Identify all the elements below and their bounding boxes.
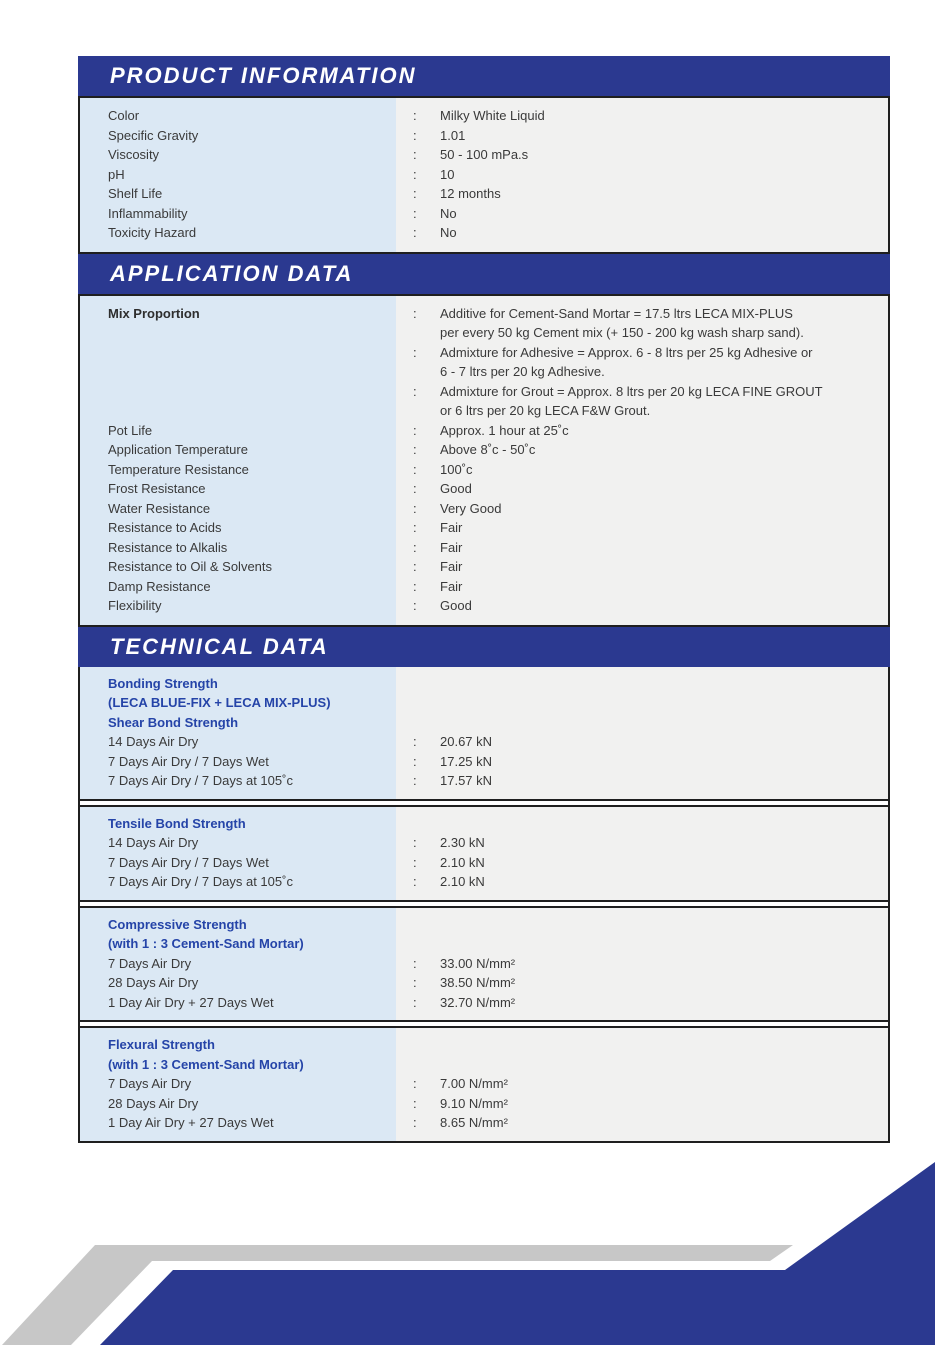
colon-separator: : [413, 344, 417, 360]
tech-heading: Shear Bond Strength [108, 714, 239, 730]
colon-separator: : [413, 539, 417, 555]
mix-item-line: Admixture for Adhesive = Approx. 6 - 8 ltrs per 25 kg Adhesive or [440, 344, 813, 360]
tech-heading: Tensile Bond Strength [108, 815, 246, 831]
colon-separator: : [413, 955, 417, 971]
colon-separator: : [413, 874, 417, 889]
colon-separator: : [413, 147, 417, 162]
spec-row [80, 833, 888, 853]
spec-label: 14 Days Air Dry [108, 835, 199, 850]
spec-value: 8.65 N/mm² [440, 1115, 508, 1130]
colon-separator: : [413, 559, 417, 574]
spec-row [80, 752, 888, 772]
spec-row [80, 538, 888, 558]
spec-row [80, 557, 888, 577]
spec-row [80, 479, 888, 499]
mix-item-text [440, 343, 888, 382]
spec-row [80, 596, 888, 616]
section-bar-application-data [78, 254, 890, 294]
spec-row [80, 954, 888, 974]
colon-separator: : [413, 383, 417, 399]
spec-label: 14 Days Air Dry [108, 734, 199, 749]
spec-value: 32.70 N/mm² [440, 994, 516, 1010]
spec-row [80, 223, 888, 243]
spec-row [80, 460, 888, 480]
spec-label: Mix Proportion [108, 305, 200, 321]
colon-separator: : [413, 461, 417, 477]
spec-label: Specific Gravity [108, 127, 199, 143]
spec-label: Inflammability [108, 205, 188, 221]
spec-label: Application Temperature [108, 442, 248, 457]
spec-label: 7 Days Air Dry [108, 955, 192, 971]
section-title: PRODUCT INFORMATION [110, 63, 417, 88]
tech-heading: Flexural Strength [108, 1037, 215, 1052]
spec-value: Approx. 1 hour at 25˚c [440, 422, 569, 438]
spec-label: 1 Day Air Dry + 27 Days Wet [108, 994, 274, 1010]
spec-row [80, 993, 888, 1013]
mix-item-text [440, 304, 888, 343]
colon-separator: : [413, 422, 417, 438]
spec-value: Fair [440, 520, 463, 535]
mix-item-line: per every 50 kg Cement mix (+ 150 - 200 kg wash sharp sand). [440, 325, 804, 340]
tech-heading: (LECA BLUE-FIX + LECA MIX-PLUS) [108, 695, 331, 710]
spec-row [80, 421, 888, 441]
spec-value: 2.10 kN [440, 874, 485, 889]
mix-item-line: Admixture for Grout = Approx. 8 ltrs per 20 kg LECA FINE GROUT [440, 383, 823, 399]
spec-row [80, 145, 888, 165]
colon-separator: : [413, 1076, 417, 1091]
mix-item-line: Additive for Cement-Sand Mortar = 17.5 ltrs LECA MIX-PLUS [440, 305, 793, 321]
spec-label: Resistance to Alkalis [108, 539, 228, 555]
spec-label: Water Resistance [108, 500, 211, 516]
colon-separator: : [413, 186, 417, 201]
spec-label: Temperature Resistance [108, 461, 249, 477]
application-data-content [78, 294, 890, 627]
spec-row [80, 577, 888, 597]
colon-separator: : [413, 773, 417, 788]
tech-heading: (with 1 : 3 Cement-Sand Mortar) [108, 1056, 304, 1072]
spec-value: 33.00 N/mm² [440, 955, 516, 971]
tech-heading: (with 1 : 3 Cement-Sand Mortar) [108, 936, 304, 951]
spec-value: Good [440, 481, 472, 496]
spec-row [80, 106, 888, 126]
spec-label: 7 Days Air Dry [108, 1076, 192, 1091]
colon-separator: : [413, 835, 417, 850]
spec-label: pH [108, 166, 125, 182]
spec-label: 28 Days Air Dry [108, 975, 199, 990]
spec-row [80, 165, 888, 185]
spec-row [80, 771, 888, 791]
spec-value: Above 8˚c - 50˚c [440, 442, 536, 457]
spec-row [80, 204, 888, 224]
colon-separator: : [413, 578, 417, 594]
spec-value: Fair [440, 539, 463, 555]
section-title: APPLICATION DATA [110, 260, 354, 286]
spec-value: 12 months [440, 186, 501, 201]
tech-block-tensile-bond-strength [80, 805, 888, 902]
spec-row [80, 126, 888, 146]
spec-row [80, 440, 888, 460]
spec-label: Toxicity Hazard [108, 225, 197, 240]
spec-value: 20.67 kN [440, 734, 493, 749]
spec-row [80, 853, 888, 873]
spec-label: Resistance to Acids [108, 520, 222, 535]
spec-value: 9.10 N/mm² [440, 1095, 508, 1111]
mix-item-text [440, 382, 888, 421]
spec-value: 50 - 100 mPa.s [440, 147, 529, 162]
spec-value: Fair [440, 578, 463, 594]
spec-value: No [440, 225, 457, 240]
spec-label: Pot Life [108, 422, 153, 438]
spec-value: 2.30 kN [440, 835, 485, 850]
spec-value: 38.50 N/mm² [440, 975, 516, 990]
section-title: TECHNICAL DATA [110, 633, 329, 659]
colon-separator: : [413, 598, 417, 613]
spec-label: Flexibility [108, 598, 162, 613]
mix-proportion-group [80, 304, 888, 421]
spec-label: Viscosity [108, 147, 160, 162]
colon-separator: : [413, 975, 417, 990]
mix-item [396, 343, 888, 382]
colon-separator: : [413, 108, 417, 123]
spec-row [80, 1113, 888, 1133]
tech-block-compressive-strength [80, 906, 888, 1023]
spec-label: Damp Resistance [108, 578, 211, 594]
tech-block-flexural-strength [80, 1026, 888, 1141]
spec-value: 7.00 N/mm² [440, 1076, 508, 1091]
colon-separator: : [413, 1095, 417, 1111]
spec-label: Resistance to Oil & Solvents [108, 559, 273, 574]
colon-separator: : [413, 734, 417, 749]
mix-item-line: or 6 ltrs per 20 kg LECA F&W Grout. [440, 403, 651, 418]
colon-separator: : [413, 753, 417, 769]
spec-value: Fair [440, 559, 463, 574]
spec-value: No [440, 205, 457, 221]
spec-label: 28 Days Air Dry [108, 1095, 199, 1111]
spec-value: 17.25 kN [440, 753, 493, 769]
spec-label: Frost Resistance [108, 481, 206, 496]
spec-label: 7 Days Air Dry / 7 Days at 105˚c [108, 773, 293, 788]
section-bar-product-information [78, 56, 890, 96]
spec-label: Color [108, 108, 140, 123]
tech-heading: Compressive Strength [108, 916, 247, 932]
technical-data-content [78, 667, 890, 1143]
spec-row [80, 973, 888, 993]
colon-separator: : [413, 442, 417, 457]
spec-row [80, 499, 888, 519]
colon-separator: : [413, 481, 417, 496]
spec-row [80, 872, 888, 892]
spec-label: 1 Day Air Dry + 27 Days Wet [108, 1115, 274, 1130]
spec-label: Shelf Life [108, 186, 163, 201]
datasheet-table [78, 56, 890, 1143]
colon-separator: : [413, 305, 417, 321]
footer-decoration [0, 1150, 950, 1353]
colon-separator: : [413, 127, 417, 143]
spec-row [80, 518, 888, 538]
spec-value: Good [440, 598, 472, 613]
colon-separator: : [413, 205, 417, 221]
spec-value: 17.57 kN [440, 773, 493, 788]
colon-separator: : [413, 166, 417, 182]
tech-heading: Bonding Strength [108, 675, 218, 691]
spec-row [80, 1094, 888, 1114]
spec-label: 7 Days Air Dry / 7 Days Wet [108, 854, 269, 870]
mix-proportion-values [396, 304, 888, 421]
spec-row [80, 184, 888, 204]
spec-value: Very Good [440, 500, 502, 516]
spec-label: 7 Days Air Dry / 7 Days at 105˚c [108, 874, 293, 889]
mix-item [396, 382, 888, 421]
spec-row [80, 732, 888, 752]
colon-separator: : [413, 854, 417, 870]
spec-value: 100˚c [440, 461, 473, 477]
spec-label: 7 Days Air Dry / 7 Days Wet [108, 753, 269, 769]
colon-separator: : [413, 520, 417, 535]
spec-value: 10 [440, 166, 455, 182]
mix-item [396, 304, 888, 343]
mix-item-line: 6 - 7 ltrs per 20 kg Adhesive. [440, 364, 605, 379]
spec-value: 2.10 kN [440, 854, 485, 870]
colon-separator: : [413, 994, 417, 1010]
colon-separator: : [413, 225, 417, 240]
colon-separator: : [413, 1115, 417, 1130]
section-bar-technical-data [78, 627, 890, 667]
product-information-content [78, 96, 890, 254]
spec-row [80, 1074, 888, 1094]
spec-value: Milky White Liquid [440, 108, 545, 123]
tech-block-bonding-strength [80, 667, 888, 801]
colon-separator: : [413, 500, 417, 516]
spec-value: 1.01 [440, 127, 466, 143]
